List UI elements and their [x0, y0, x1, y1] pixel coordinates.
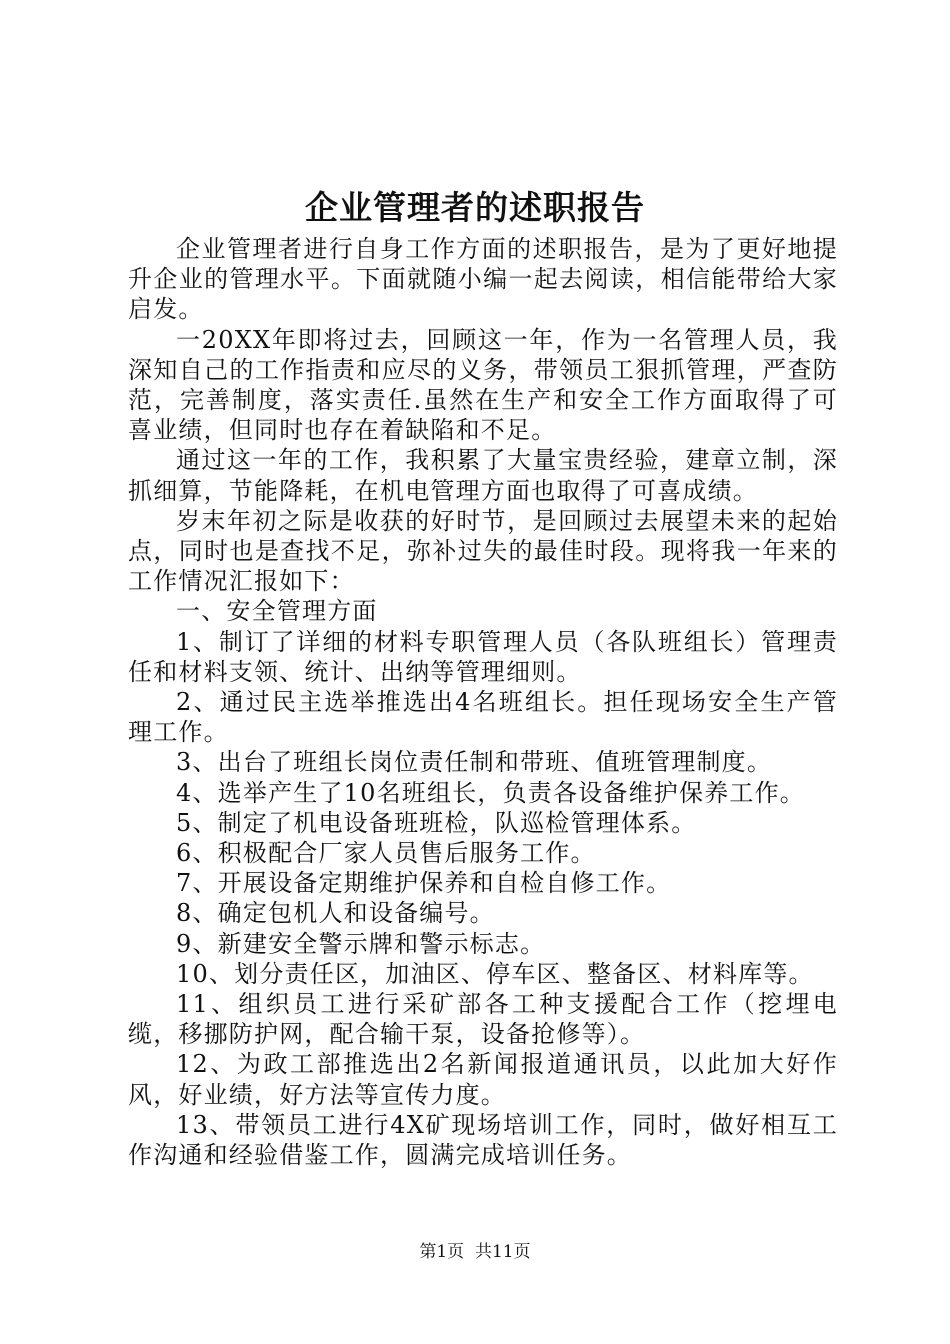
list-item: 6、积极配合厂家人员售后服务工作。 — [176, 839, 596, 868]
list-item: 10、划分责任区，加油区、停车区、整备区、材料库等。 — [176, 959, 814, 988]
paragraph: 岁末年初之际是收获的好时节，是回顾过去展望未来的起始点，同时也是查找不足，弥补过失的最佳时段。现将我一年来的工作情况汇报如下： — [128, 506, 838, 596]
list-item: 3、出台了班组长岗位责任制和带班、值班管理制度。 — [176, 748, 773, 777]
paragraph: 通过这一年的工作，我积累了大量宝贵经验，建章立制，深抓细算，节能降耗，在机电管理方面也取得了可喜成绩。 — [128, 446, 838, 505]
document-title: 企业管理者的述职报告 — [305, 188, 645, 227]
list-item: 8、确定包机人和设备编号。 — [176, 899, 495, 928]
list-item: 5、制定了机电设备班班检，队巡检管理体系。 — [176, 808, 697, 837]
list-item: 7、开展设备定期维护保养和自检自修工作。 — [176, 869, 672, 898]
paragraph: 企业管理者进行自身工作方面的述职报告，是为了更好地提升企业的管理水平。下面就随小编一起去阅读，相信能带给大家启发。 — [128, 235, 838, 324]
list-item: 11、组织员工进行采矿部各工种支援配合工作（挖埋电缆，移挪防护网，配合输干泵，设备抢修等）。 — [128, 990, 838, 1049]
paragraph: 一20XX年即将过去，回顾这一年，作为一名管理人员，我深知自己的工作指责和应尽的义务，带领员工狠抓管理，严查防范，完善制度，落实责任.虽然在生产和安全工作方面取得了可喜业绩，但同时也存在着缺陷和不足。 — [128, 325, 838, 445]
section-heading: 一、安全管理方面 — [176, 597, 378, 626]
list-item: 1、制订了详细的材料专职管理人员（各队班组长）管理责任和材料支领、统计、出纳等管理细则。 — [128, 627, 838, 686]
list-item: 13、带领员工进行4X矿现场培训工作，同时，做好相互工作沟通和经验借鉴工作，圆满完成培训任务。 — [128, 1110, 838, 1170]
list-item: 9、新建安全警示牌和警示标志。 — [176, 929, 546, 958]
list-item: 4、选举产生了10名班组长，负责各设备维护保养工作。 — [176, 778, 806, 807]
list-item: 2、通过民主选举推选出4名班组长。担任现场安全生产管理工作。 — [128, 688, 838, 747]
document-body — [128, 234, 838, 1170]
list-item: 12、为政工部推选出2名新闻报道通讯员，以此加大好作风，好业绩，好方法等宣传力度。 — [128, 1050, 838, 1109]
page-footer: 第1页 共11页 — [419, 1242, 531, 1262]
